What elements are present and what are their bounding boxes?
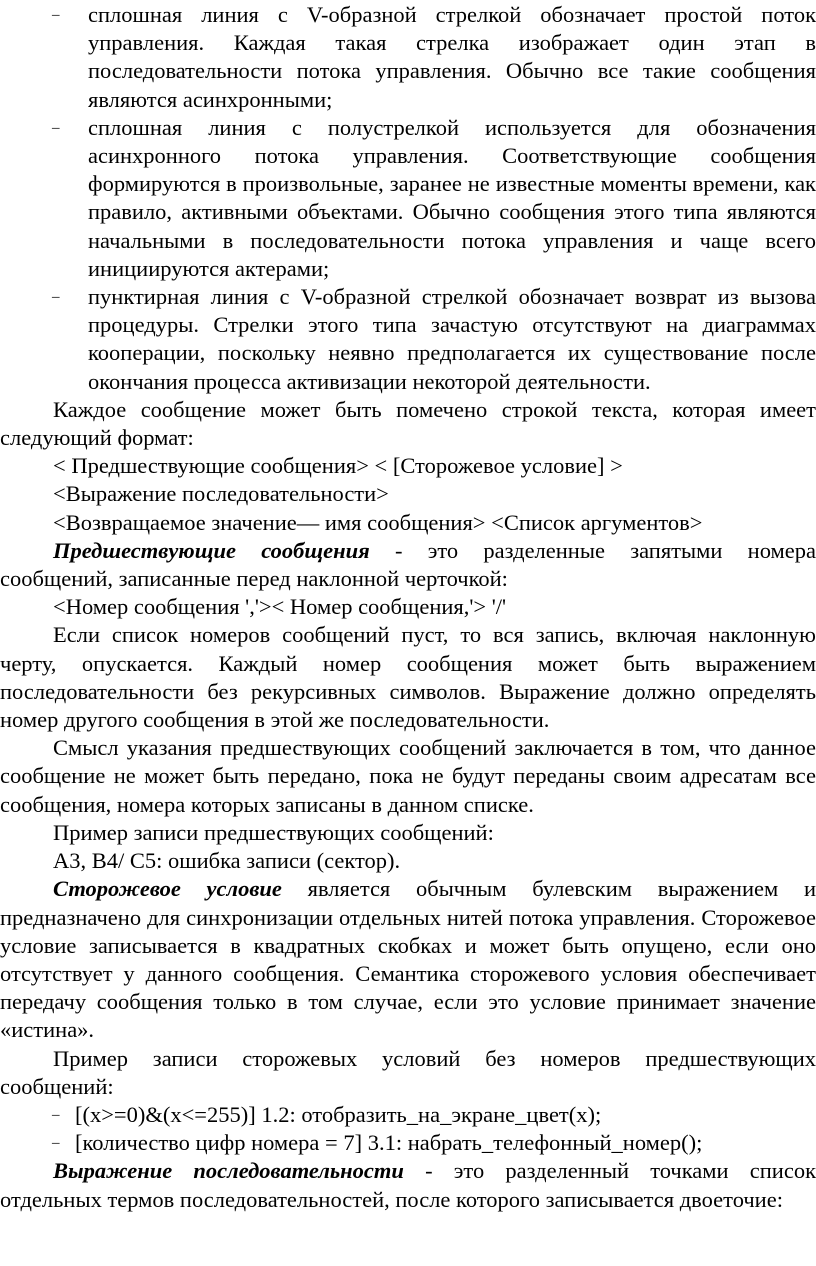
paragraph-sequence-expression xyxy=(0,1157,816,1213)
format-line: < Предшествующие сообщения> < [Сторожевое условие] > xyxy=(53,453,623,479)
example-line: А3, В4/ С5: ошибка записи (сектор). xyxy=(53,848,401,874)
format-line: <Возвращаемое значение— имя сообщения> <Список аргументов> xyxy=(53,509,703,535)
paragraph-text: является обычным булевским выражением и предназначено для синхронизации отдельных нитей потока управления. Сторожевое условие записывается в квадратных скобках и может быть опущено, если оно отсутствует у данного сообщения. Семантика сторожевого условия обеспечивает передачу сообщения только в том случае, если это условие принимает значение «истина». xyxy=(0,876,816,1043)
dash-bullet: – xyxy=(52,1135,60,1152)
paragraph-text: - это разделенные запятыми номера сообщений, записанные перед наклонной черточкой: xyxy=(0,537,816,592)
term-guard: Сторожевое условие xyxy=(53,876,282,902)
paragraph-empty-list: Если список номеров сообщений пуст, то вся запись, включая наклонную черту, опускается. Каждый номер сообщения может быть выражением последовательности без рекурсивных символов. Выражение должно определять номер другого сообщения в этой же последовательности. xyxy=(0,622,816,733)
example-title: Пример записи сторожевых условий без номеров предшествующих сообщений: xyxy=(0,1045,816,1099)
term-prev-messages: Предшествующие сообщения xyxy=(53,537,370,563)
paragraph-format: Каждое сообщение может быть помечено строкой текста, которая имеет следующий формат: xyxy=(0,396,816,451)
list-item xyxy=(0,1101,816,1129)
example-title: Пример записи предшествующих сообщений: xyxy=(53,819,494,845)
list-item-text: сплошная линия с V-образной стрелкой обозначает простой поток управления. Каждая такая стрелка изображает один этап в последовательности потока управления. Обычно все такие сообщения являются асинхронными; xyxy=(88,2,816,112)
dash-bullet: – xyxy=(52,289,60,306)
list-item xyxy=(0,1129,816,1157)
term-sequence-expression: Выражение последовательности xyxy=(53,1158,404,1184)
list-item xyxy=(0,114,816,283)
list-item xyxy=(0,1,816,114)
dash-bullet: – xyxy=(52,119,60,136)
list-item-text: сплошная линия с полустрелкой используется для обозначения асинхронного потока управления. Соответствующие сообщения формируются в произвольные, заранее не известные моменты времени, как правило, активными объектами. Обычно сообщения этого типа являются начальными в последовательности потока управления и чаще всего инициируются актерами; xyxy=(88,114,816,281)
format-line: <Выражение последовательности> xyxy=(53,481,389,507)
list-item-text: [(x>=0)&(x<=255)] 1.2: отобразить_на_экране_цвет(x); xyxy=(75,1101,602,1127)
syntax-line: <Номер сообщения ','>< Номер сообщения,'> '/' xyxy=(53,594,507,620)
paragraph-guard xyxy=(0,875,816,1044)
list-item xyxy=(0,283,816,396)
paragraph-text: - это разделенный точками список отдельных термов последовательностей, после которого записывается двоеточие: xyxy=(0,1158,816,1212)
dash-bullet: – xyxy=(52,7,60,23)
paragraph-prev-messages xyxy=(0,537,816,593)
list-item-text: [количество цифр номера = 7] 3.1: набрать_телефонный_номер(); xyxy=(75,1130,703,1156)
dash-bullet: – xyxy=(52,1106,60,1123)
paragraph-meaning: Смысл указания предшествующих сообщений заключается в том, что данное сообщение не может быть передано, пока не будут переданы своим адресатам все сообщения, номера которых записаны в данном списке. xyxy=(0,735,816,817)
list-item-text: пунктирная линия с V-образной стрелкой обозначает возврат из вызова процедуры. Стрелки этого типа зачастую отсутствуют на диаграммах кооперации, поскольку неявно предполагается их существование после окончания процесса активизации некоторой деятельности. xyxy=(88,284,816,394)
